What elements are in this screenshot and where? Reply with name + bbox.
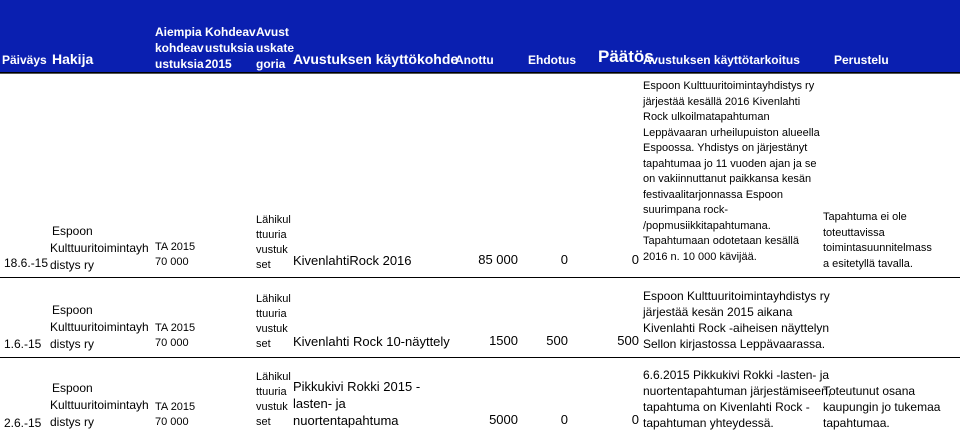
applicant-line: distys ry [50,337,95,351]
row-category [256,213,291,273]
target-line: Pikkukivi Rokki 2015 - [293,379,421,394]
col-proposal-header: Ehdotus [528,53,576,67]
basis-line: tapahtumaa. [823,416,890,430]
row-applicant [50,302,149,353]
category-line: set [256,259,271,271]
purpose-line: /popmusiikkitapahtumana. [643,219,771,232]
row-decision: 0 [631,252,639,267]
purpose-line: tapahtuma on Kivenlahti Rock - [643,400,810,414]
prev-amount: 70 000 [155,337,189,349]
purpose-line: Espoossa. Yhdistys on järjestänyt [643,142,808,154]
row-requested: 1500 [489,333,518,348]
basis-line: kaupungin jo tukemaa [823,400,941,414]
row-purpose [643,79,820,265]
purpose-line: tapahtuman yhteydessä. [643,416,774,430]
row-prev [155,400,195,430]
row-basis [823,383,940,431]
col-applied-header [205,24,256,72]
row-prev [155,240,195,270]
col-applied-header-line: 2015 [205,57,232,71]
purpose-line: Tapahtumaan odotetaan kesällä [643,235,799,247]
col-target-header: Avustuksen käyttökohde [293,51,459,67]
purpose-line: järjestää kesällä 2016 Kivenlahti [643,95,801,108]
applicant-line: Espoon [52,381,93,395]
basis-line: Tapahtuma ei ole [823,211,907,223]
purpose-line: nuortentapahtuman järjestämiseen, [643,384,832,398]
header-border [0,73,960,74]
category-line: ttuuria [256,308,287,320]
applicant-line: distys ry [50,415,95,429]
applicant-line: Espoon [52,303,93,317]
row-requested: 85 000 [478,252,518,267]
col-date-header: Päiväys [2,53,47,67]
applicant-line: Espoon [52,224,93,238]
basis-line: toteuttavissa [823,226,885,239]
row-target: Kivenlahti Rock 10-näyttely [293,334,450,349]
row-divider [0,277,960,278]
row-prev [155,321,195,351]
col-prev-header-line: kohdeav [155,41,204,55]
row-date: 2.6.-15 [4,416,42,430]
row-category [256,370,291,430]
col-category-header-line: uskate [256,41,295,55]
col-category-header-line: Avust [256,25,289,39]
purpose-line: tapahtumaa jo 11 vuoden ajan ja se [643,157,817,170]
col-basis-header: Perustelu [834,53,889,67]
row-applicant [50,223,149,274]
col-applicant-header: Hakija [52,51,94,67]
applicant-line: Kulttuuritoimintayh [50,320,149,334]
row-decision: 0 [631,412,639,427]
row-decision: 500 [617,333,639,348]
table-header [0,0,960,72]
col-prev-header-line: Aiempia [155,25,202,39]
prev-ref: TA 2015 [155,401,196,413]
row-basis [823,210,932,272]
purpose-line: Rock ulkoilmatapahtuman [643,111,770,123]
row-proposal: 500 [546,333,568,348]
category-line: Lähikul [256,371,291,383]
category-line: vustuk [256,323,288,335]
col-prev-header [155,24,204,72]
category-line: set [256,338,271,350]
category-line: ttuuria [256,386,287,398]
row-purpose [643,367,831,431]
row-proposal: 0 [560,412,568,427]
purpose-line: Kivenlahti Rock -aiheisen näyttelyn [643,321,830,335]
purpose-line: on vakiinnuttanut paikkansa kesän [643,173,812,185]
row-category [256,292,291,352]
col-applied-header-line: ustuksia [205,41,254,55]
category-line: vustuk [256,244,288,256]
target-line: lasten- ja [293,396,346,411]
basis-line: a esitetyllä tavalla. [823,257,913,270]
row-proposal: 0 [560,252,568,267]
purpose-line: Espoon Kulttuuritoimintayhdistys ry [643,289,830,303]
col-decision-header: Päätös [598,47,654,66]
purpose-line: Leppävaaran urheilupuiston alueella [643,126,820,139]
purpose-line: järjestää kesän 2015 aikana [643,305,793,319]
col-category-header [256,24,294,72]
row-divider [0,357,960,358]
basis-line: Toteutunut osana [823,384,916,398]
prev-amount: 70 000 [155,256,189,268]
prev-amount: 70 000 [155,416,189,428]
category-line: vustuk [256,401,288,413]
row-date: 1.6.-15 [4,337,42,351]
row-applicant [50,380,149,431]
category-line: Lähikul [256,293,291,305]
row-target: KivenlahtiRock 2016 [293,253,412,268]
prev-ref: TA 2015 [155,241,196,253]
basis-line: toimintasuunnitelmass [823,242,932,254]
row-requested: 5000 [489,412,518,427]
col-applied-header-line: Kohdeav [205,25,256,39]
col-requested-header: Anottu [455,53,494,67]
row-target [293,378,420,429]
prev-ref: TA 2015 [155,322,196,334]
purpose-line: 6.6.2015 Pikkukivi Rokki -lasten- ja [643,368,830,382]
row-purpose [643,288,830,352]
applicant-line: Kulttuuritoimintayh [50,241,149,255]
category-line: set [256,416,271,428]
target-line: nuortentapahtuma [293,413,399,428]
purpose-line: Espoon Kulttuuritoimintayhdistys ry [643,80,815,92]
purpose-line: 2016 n. 10 000 kävijää. [643,250,757,263]
applicant-line: Kulttuuritoimintayh [50,398,149,412]
purpose-line: Sellon kirjastossa Leppävaarassa. [643,337,826,351]
purpose-line: suurimpana rock- [643,204,728,216]
category-line: Lähikul [256,214,291,226]
col-prev-header-line: ustuksia [155,57,204,71]
category-line: ttuuria [256,229,287,241]
row-date: 18.6.-15 [4,256,49,270]
purpose-line: festivaalitarjonnassa Espoon [643,188,784,201]
col-purpose-header: Avustuksen käyttötarkoitus [643,53,800,67]
col-category-header-line: goria [256,57,286,71]
applicant-line: distys ry [50,258,95,272]
